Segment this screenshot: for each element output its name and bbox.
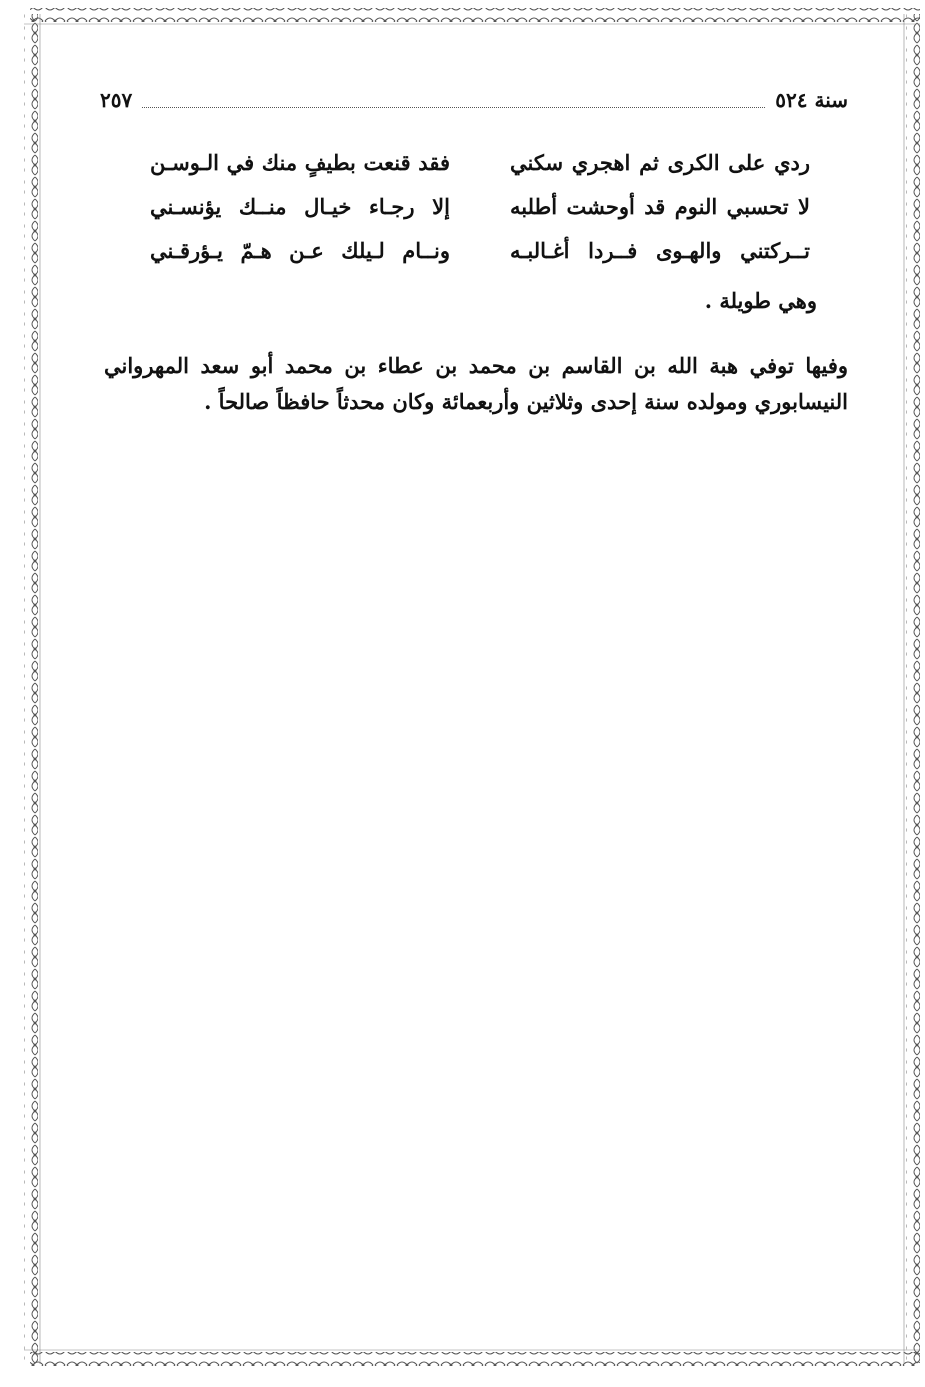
- verse-1: [150, 140, 810, 184]
- poem-block: [150, 140, 810, 272]
- paragraph-line-1: وفيها توفي هبة الله بن القاسم بن محمد بن عطاء بن محمد أبو سعد المهرواني: [104, 353, 848, 378]
- verse-2-first-hemistich: لا تحسبي النوم قد أوحشت أطلبه: [510, 193, 810, 219]
- paragraph-line-2: النيسابوري ومولده سنة إحدى وثلاثين وأربعمائة وكان محدثاً حافظاً صالحاً .: [204, 389, 848, 414]
- verse-3-second-hemistich: ونــام لـيلك عـن هـمّ يـؤرقـني: [150, 237, 450, 263]
- verse-1-second-hemistich: فقد قنعت بطيفٍ منك في الـوسـن: [150, 149, 450, 175]
- verse-1-first-hemistich: ردي على الكرى ثم اهجري سكني: [510, 149, 810, 175]
- header-year-label: سنة ٥٢٤: [775, 88, 848, 112]
- page-number: ٢٥٧: [100, 88, 133, 112]
- obituary-paragraph: [104, 348, 848, 420]
- verse-3: [150, 228, 810, 272]
- verse-3-first-hemistich: تــركتني والهـوى فــردا أغـالبـه: [510, 237, 810, 263]
- verse-2: [150, 184, 810, 228]
- header-dotted-leader: [142, 93, 765, 108]
- poem-note: وهي طويلة .: [704, 288, 817, 313]
- verse-2-second-hemistich: إلا رجـاء خيـال منــك يؤنسـني: [150, 193, 450, 219]
- running-header: [100, 84, 848, 116]
